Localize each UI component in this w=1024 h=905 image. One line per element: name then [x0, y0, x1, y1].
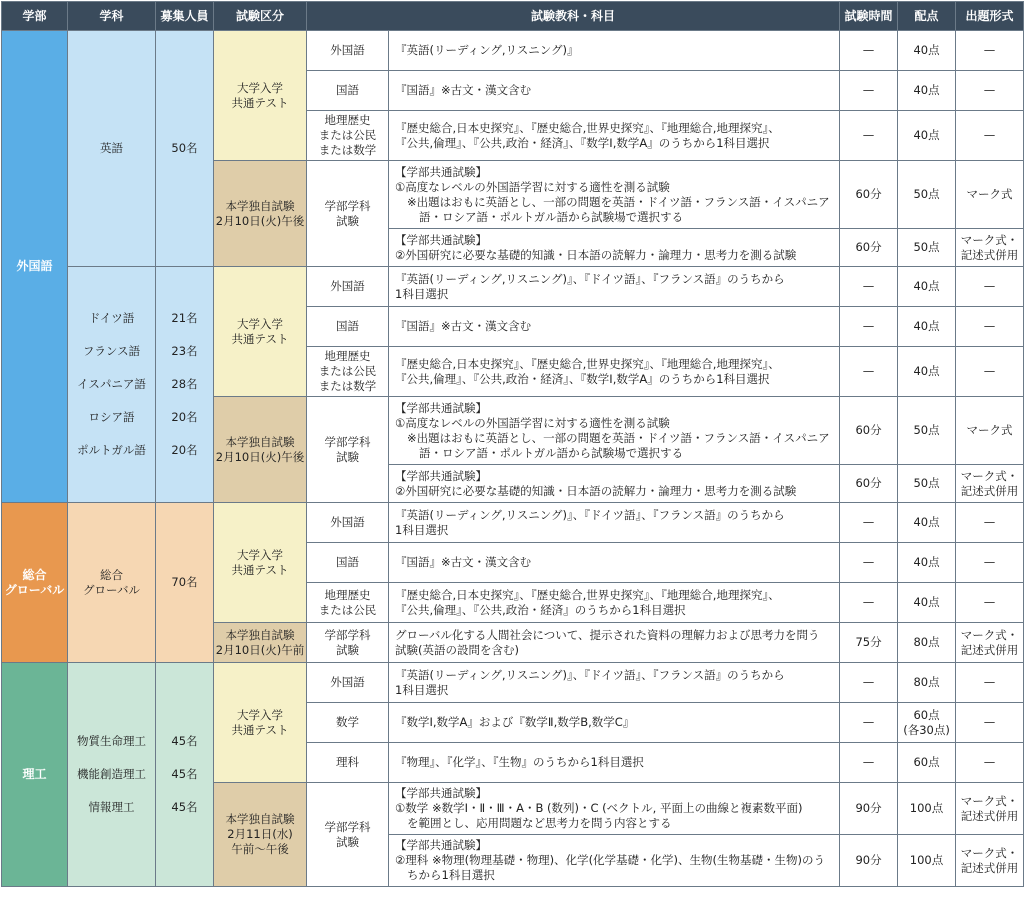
faculty-cell: 理工 [2, 663, 68, 887]
subject-cell: 理科 [307, 743, 389, 783]
content-cell: 『英語(リーディング,リスニング)』、『ドイツ語』、『フランス語』のうちから 1科目選択 [389, 267, 840, 307]
content-line: ※出題はおもに英語とし、一部の問題を英語・ドイツ語・フランス語・イスパニア [407, 430, 830, 445]
subject-cell: 外国語 [307, 31, 389, 71]
content-cell: 『物理』、『化学』、『生物』のうちから1科目選択 [389, 743, 840, 783]
subject-cell: 学部学科 試験 [307, 397, 389, 503]
major-cell: 総合 グローバル [68, 503, 156, 663]
content-line: 【学部共通試験】 [395, 232, 487, 247]
time-cell: — [840, 703, 898, 743]
format-cell: マーク式・ 記述式併用 [956, 835, 1024, 887]
content-line: ②理科 ※物理(物理基礎・物理)、化学(化学基礎・化学)、生物(生物基礎・生物)のう [395, 853, 826, 867]
table-row [2, 503, 1024, 543]
subject-cell: 国語 [307, 307, 389, 347]
format-cell: — [956, 267, 1024, 307]
content-cell [389, 783, 840, 835]
header-major: 学科 [68, 2, 156, 31]
points-cell: 100点 [898, 783, 956, 835]
time-cell: 60分 [840, 161, 898, 229]
major-list-cell [68, 663, 156, 887]
time-cell: — [840, 307, 898, 347]
exam-type-common: 大学入学 共通テスト [214, 267, 307, 397]
content-line: ①数学 ※数学Ⅰ・Ⅱ・Ⅲ・A・B (数列)・C (ベクトル, 平面上の曲線と複素数平面) [395, 801, 803, 815]
content-line: 【学部共通試験】 [395, 838, 487, 852]
points-cell: 50点 [898, 397, 956, 465]
exam-type-own: 本学独自試験 2月11日(水) 午前〜午後 [214, 783, 307, 887]
content-line: ②外国研究に必要な基礎的知識・日本語の読解力・論理力・思考力を測る試験 [395, 247, 797, 262]
capacity-list-cell [156, 663, 214, 887]
subject-cell: 学部学科 試験 [307, 623, 389, 663]
format-cell: — [956, 703, 1024, 743]
major-name: 物質生命理工 [77, 734, 146, 748]
major-name: イスパニア語 [77, 377, 146, 391]
subject-cell: 外国語 [307, 267, 389, 307]
major-name: 情報理工 [88, 800, 135, 814]
table-row [2, 267, 1024, 307]
time-cell: — [840, 663, 898, 703]
content-cell: 『歴史総合,日本史探究』、『歴史総合,世界史探究』、『地理総合,地理探究』、 『公共,倫理』、『公共,政治・経済』、『数学Ⅰ,数学A』のうちから1科目選択 [389, 347, 840, 397]
points-cell: 50点 [898, 229, 956, 267]
subject-cell: 数学 [307, 703, 389, 743]
points-cell: 40点 [898, 543, 956, 583]
exam-type-own: 本学独自試験 2月10日(火)午前 [214, 623, 307, 663]
format-cell: — [956, 583, 1024, 623]
points-cell: 40点 [898, 347, 956, 397]
time-cell: 75分 [840, 623, 898, 663]
subject-cell: 地理歴史 または公民 または数学 [307, 111, 389, 161]
time-cell: 90分 [840, 783, 898, 835]
admission-exam-table [1, 1, 1024, 887]
format-cell: — [956, 111, 1024, 161]
header-exam-type: 試験区分 [214, 2, 307, 31]
content-line: ※出題はおもに英語とし、一部の問題を英語・ドイツ語・フランス語・イスパニア [407, 194, 830, 209]
content-cell: 『歴史総合,日本史探究』、『歴史総合,世界史探究』、『地理総合,地理探究』、 『公共,倫理』、『公共,政治・経済』、『数学Ⅰ,数学A』のうちから1科目選択 [389, 111, 840, 161]
subject-cell: 地理歴史 または公民 または数学 [307, 347, 389, 397]
capacity-value: 23名 [171, 344, 198, 358]
capacity-value: 21名 [171, 311, 198, 325]
content-line: ②外国研究に必要な基礎的知識・日本語の読解力・論理力・思考力を測る試験 [395, 483, 797, 498]
time-cell: 60分 [840, 465, 898, 503]
content-cell: 『国語』※古文・漢文含む [389, 543, 840, 583]
content-cell [389, 161, 840, 229]
points-cell: 40点 [898, 307, 956, 347]
format-cell: マーク式・ 記述式併用 [956, 623, 1024, 663]
content-line: ①高度なレベルの外国語学習に対する適性を測る試験 [395, 179, 670, 194]
points-cell: 40点 [898, 31, 956, 71]
capacity-cell: 50名 [156, 31, 214, 267]
time-cell: — [840, 583, 898, 623]
capacity-value: 45名 [171, 734, 198, 748]
points-cell: 40点 [898, 503, 956, 543]
capacity-value: 20名 [171, 443, 198, 457]
capacity-list-cell [156, 267, 214, 503]
time-cell: — [840, 267, 898, 307]
header-points: 配点 [898, 2, 956, 31]
time-cell: — [840, 347, 898, 397]
major-name: フランス語 [82, 344, 141, 358]
exam-type-own: 本学独自試験 2月10日(火)午後 [214, 161, 307, 267]
subject-cell: 外国語 [307, 663, 389, 703]
points-cell: 40点 [898, 267, 956, 307]
content-cell: 『国語』※古文・漢文含む [389, 307, 840, 347]
content-cell [389, 465, 840, 503]
time-cell: 60分 [840, 397, 898, 465]
faculty-cell: 外国語 [2, 31, 68, 503]
subject-cell: 学部学科 試験 [307, 161, 389, 267]
major-name: ロシア語 [88, 410, 135, 424]
capacity-value: 20名 [171, 410, 198, 424]
faculty-cell: 総合 グローバル [2, 503, 68, 663]
content-line: ちから1科目選択 [407, 868, 495, 882]
major-list-cell [68, 267, 156, 503]
content-line: 語・ロシア語・ポルトガル語から試験場で選択する [419, 209, 684, 224]
table-row [2, 663, 1024, 703]
time-cell: — [840, 111, 898, 161]
format-cell: — [956, 71, 1024, 111]
header-faculty: 学部 [2, 2, 68, 31]
format-cell: — [956, 347, 1024, 397]
points-cell: 80点 [898, 623, 956, 663]
format-cell: — [956, 663, 1024, 703]
major-name: ポルトガル語 [77, 443, 146, 457]
content-line: 【学部共通試験】 [395, 400, 487, 415]
time-cell: — [840, 71, 898, 111]
format-cell: — [956, 743, 1024, 783]
major-name: ドイツ語 [88, 311, 135, 325]
content-cell: 『英語(リーディング,リスニング)』 [389, 31, 840, 71]
capacity-cell: 70名 [156, 503, 214, 663]
table-row [2, 31, 1024, 71]
content-cell [389, 229, 840, 267]
content-line: を範囲とし、応用問題など思考力を問う内容とする [407, 816, 672, 830]
format-cell: マーク式・ 記述式併用 [956, 229, 1024, 267]
time-cell: 60分 [840, 229, 898, 267]
content-line: 【学部共通試験】 [395, 468, 487, 483]
content-cell: 『歴史総合,日本史探究』、『歴史総合,世界史探究』、『地理総合,地理探究』、 『公共,倫理』、『公共,政治・経済』のうちから1科目選択 [389, 583, 840, 623]
major-name: 機能創造理工 [77, 767, 146, 781]
content-cell: 『国語』※古文・漢文含む [389, 71, 840, 111]
content-cell: 『英語(リーディング,リスニング)』、『ドイツ語』、『フランス語』のうちから 1科目選択 [389, 663, 840, 703]
points-cell: 60点 (各30点) [898, 703, 956, 743]
subject-cell: 外国語 [307, 503, 389, 543]
content-cell [389, 835, 840, 887]
header-format: 出題形式 [956, 2, 1024, 31]
content-line: 【学部共通試験】 [395, 164, 487, 179]
subject-cell: 国語 [307, 71, 389, 111]
format-cell: — [956, 543, 1024, 583]
content-line: 【学部共通試験】 [395, 786, 487, 800]
time-cell: 90分 [840, 835, 898, 887]
format-cell: — [956, 503, 1024, 543]
time-cell: — [840, 503, 898, 543]
time-cell: — [840, 743, 898, 783]
header-row [2, 2, 1024, 31]
points-cell: 100点 [898, 835, 956, 887]
exam-type-common: 大学入学 共通テスト [214, 31, 307, 161]
exam-type-common: 大学入学 共通テスト [214, 503, 307, 623]
content-line: 語・ロシア語・ポルトガル語から試験場で選択する [419, 445, 684, 460]
subject-cell: 学部学科 試験 [307, 783, 389, 887]
format-cell: マーク式・ 記述式併用 [956, 465, 1024, 503]
capacity-value: 45名 [171, 767, 198, 781]
exam-type-common: 大学入学 共通テスト [214, 663, 307, 783]
points-cell: 80点 [898, 663, 956, 703]
points-cell: 60点 [898, 743, 956, 783]
content-cell: 『英語(リーディング,リスニング)』、『ドイツ語』、『フランス語』のうちから 1科目選択 [389, 503, 840, 543]
content-cell: グローバル化する人間社会について、提示された資料の理解力および思考力を問う 試験(英語の設問を含む) [389, 623, 840, 663]
format-cell: マーク式 [956, 397, 1024, 465]
points-cell: 40点 [898, 583, 956, 623]
format-cell: — [956, 31, 1024, 71]
points-cell: 40点 [898, 111, 956, 161]
points-cell: 50点 [898, 161, 956, 229]
format-cell: — [956, 307, 1024, 347]
major-cell: 英語 [68, 31, 156, 267]
points-cell: 40点 [898, 71, 956, 111]
header-duration: 試験時間 [840, 2, 898, 31]
exam-type-own: 本学独自試験 2月10日(火)午後 [214, 397, 307, 503]
format-cell: マーク式・ 記述式併用 [956, 783, 1024, 835]
format-cell: マーク式 [956, 161, 1024, 229]
header-capacity: 募集人員 [156, 2, 214, 31]
time-cell: — [840, 543, 898, 583]
content-cell [389, 397, 840, 465]
time-cell: — [840, 31, 898, 71]
subject-cell: 地理歴史 または公民 [307, 583, 389, 623]
points-cell: 50点 [898, 465, 956, 503]
header-subjects: 試験教科・科目 [307, 2, 840, 31]
capacity-value: 45名 [171, 800, 198, 814]
subject-cell: 国語 [307, 543, 389, 583]
content-line: ①高度なレベルの外国語学習に対する適性を測る試験 [395, 415, 670, 430]
content-cell: 『数学Ⅰ,数学A』および『数学Ⅱ,数学B,数学C』 [389, 703, 840, 743]
capacity-value: 28名 [171, 377, 198, 391]
